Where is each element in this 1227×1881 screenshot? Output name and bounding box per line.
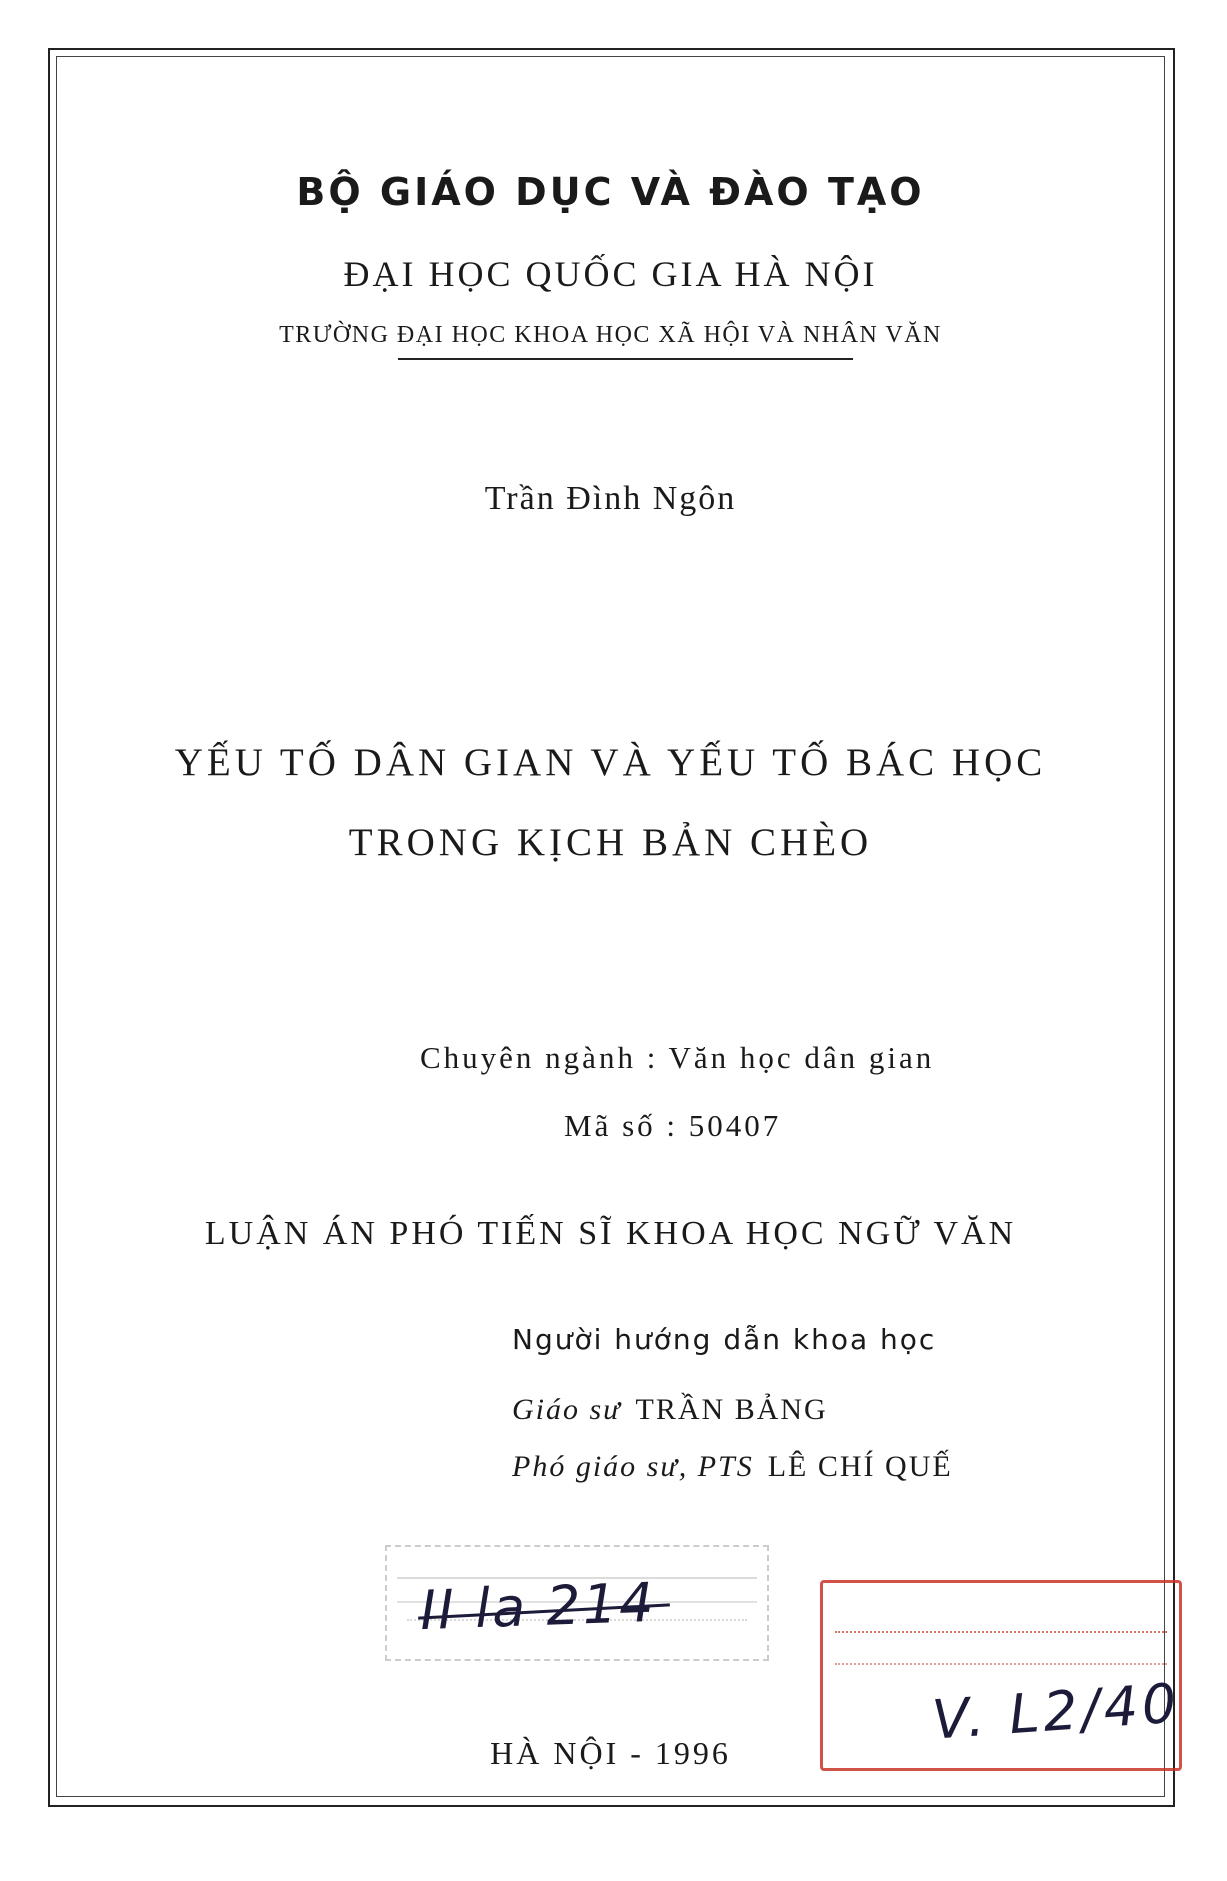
handwritten-call-number: II la 214 — [418, 1570, 657, 1643]
advisor-1-title: Giáo sư — [512, 1393, 622, 1426]
advisor-2-name: LÊ CHÍ QUẾ — [767, 1450, 953, 1483]
advisor-2-title: Phó giáo sư, PTS — [512, 1450, 754, 1483]
place-and-year: HÀ NỘI - 1996 — [490, 1735, 731, 1771]
university-name: ĐẠI HỌC QUỐC GIA HÀ NỘI — [343, 254, 878, 294]
specialization: Chuyên ngành : Văn học dân gian — [420, 1040, 935, 1075]
author-name: Trần Đình Ngôn — [484, 480, 737, 517]
thesis-title-line-1: YẾU TỐ DÂN GIAN VÀ YẾU TỐ BÁC HỌC — [174, 741, 1047, 784]
handwritten-accession-number: V. L2/40 — [930, 1671, 1183, 1752]
specialization-code: Mã số : 50407 — [564, 1108, 782, 1143]
thesis-title-line-2: TRONG KỊCH BẢN CHÈO — [348, 821, 873, 864]
page-border-inner — [56, 56, 1165, 1797]
advisor-2 — [512, 1450, 953, 1484]
header-divider — [398, 358, 853, 360]
advisor-1 — [512, 1393, 828, 1427]
advisor-1-name: TRẦN BẢNG — [635, 1393, 828, 1426]
ministry-name: BỘ GIÁO DỤC VÀ ĐÀO TẠO — [296, 170, 925, 214]
advisors-heading: Người hướng dẫn khoa học — [512, 1323, 937, 1356]
degree-title: LUẬN ÁN PHÓ TIẾN SĨ KHOA HỌC NGỮ VĂN — [204, 1215, 1017, 1252]
faculty-name: TRƯỜNG ĐẠI HỌC KHOA HỌC XÃ HỘI VÀ NHÂN VĂN — [279, 322, 942, 348]
